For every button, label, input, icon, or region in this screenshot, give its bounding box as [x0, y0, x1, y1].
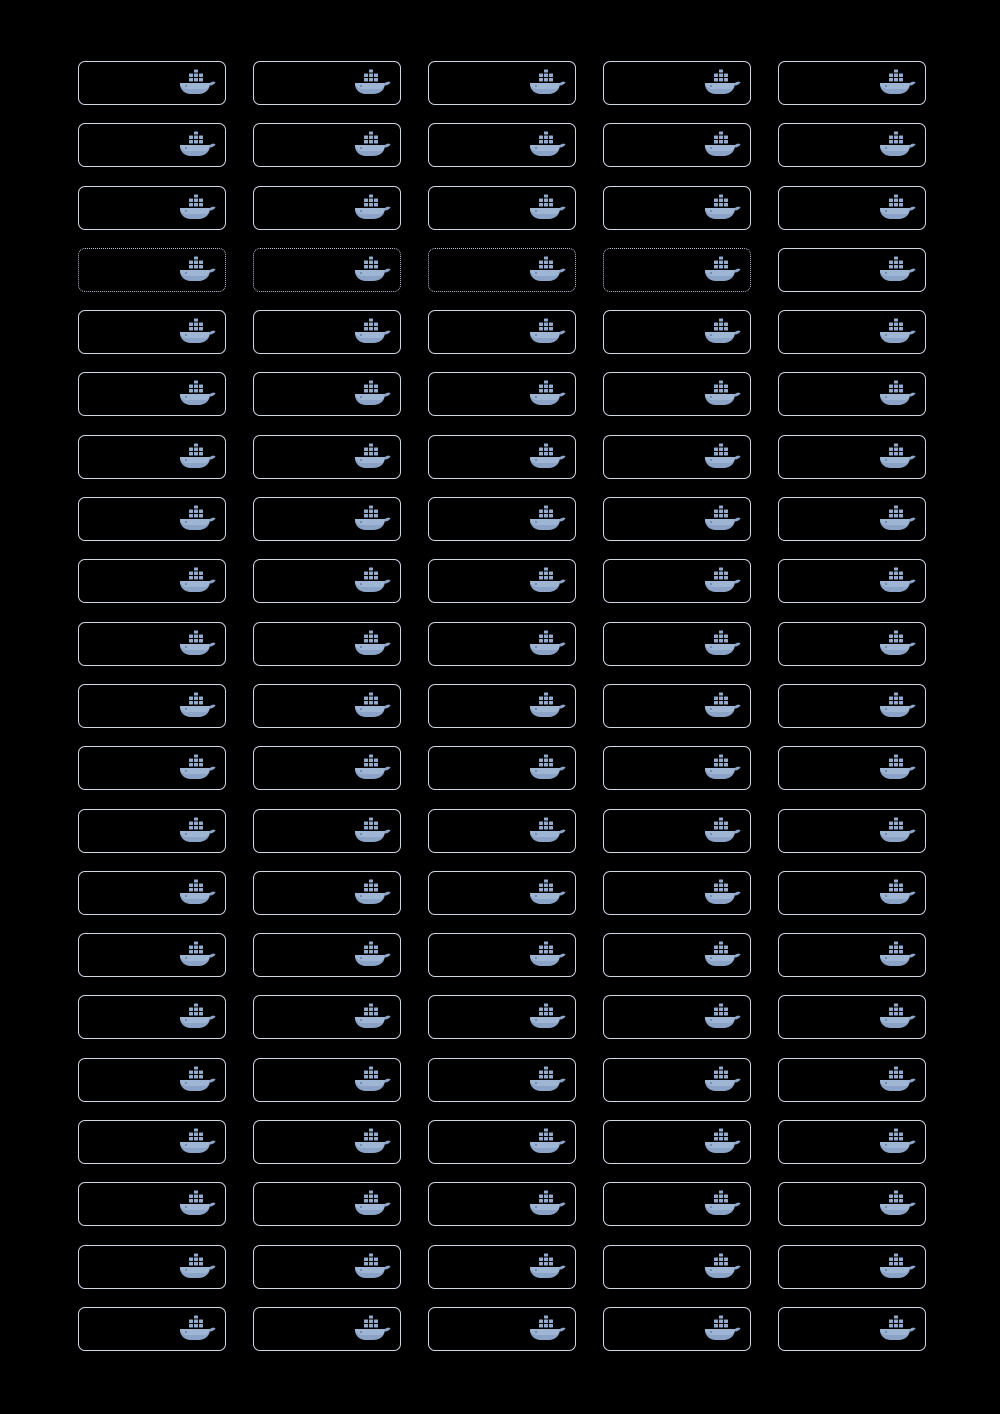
label-cell[interactable]: [603, 248, 751, 292]
label-cell[interactable]: [428, 559, 576, 603]
label-cell[interactable]: [778, 497, 926, 541]
label-cell[interactable]: [428, 435, 576, 479]
label-cell[interactable]: [428, 1182, 576, 1226]
label-cell[interactable]: [603, 809, 751, 853]
label-cell[interactable]: [428, 497, 576, 541]
label-cell[interactable]: [428, 1058, 576, 1102]
label-cell[interactable]: [778, 186, 926, 230]
label-cell[interactable]: [603, 1245, 751, 1289]
label-cell[interactable]: [428, 1245, 576, 1289]
label-cell[interactable]: [778, 61, 926, 105]
label-cell[interactable]: [78, 933, 226, 977]
label-cell[interactable]: [428, 933, 576, 977]
label-cell[interactable]: [603, 1182, 751, 1226]
label-cell[interactable]: [778, 1245, 926, 1289]
label-cell[interactable]: [428, 871, 576, 915]
label-cell[interactable]: [78, 497, 226, 541]
label-cell[interactable]: [778, 1058, 926, 1102]
label-cell[interactable]: [253, 559, 401, 603]
label-cell[interactable]: [78, 310, 226, 354]
label-cell[interactable]: [778, 310, 926, 354]
label-cell[interactable]: [603, 186, 751, 230]
label-cell[interactable]: [253, 746, 401, 790]
label-cell[interactable]: [78, 1120, 226, 1164]
label-cell[interactable]: [778, 123, 926, 167]
label-cell[interactable]: [253, 622, 401, 666]
label-cell[interactable]: [778, 435, 926, 479]
label-cell[interactable]: [253, 248, 401, 292]
label-cell[interactable]: [778, 248, 926, 292]
label-cell[interactable]: [78, 871, 226, 915]
label-cell[interactable]: [253, 1307, 401, 1351]
label-cell[interactable]: [603, 61, 751, 105]
label-cell[interactable]: [253, 1058, 401, 1102]
label-cell[interactable]: [428, 248, 576, 292]
label-cell[interactable]: [253, 1120, 401, 1164]
label-cell[interactable]: [603, 871, 751, 915]
label-grid: [78, 61, 926, 1351]
label-cell[interactable]: [78, 1182, 226, 1226]
label-cell[interactable]: [78, 372, 226, 416]
label-cell[interactable]: [778, 372, 926, 416]
label-cell[interactable]: [253, 435, 401, 479]
label-cell[interactable]: [78, 995, 226, 1039]
label-cell[interactable]: [78, 622, 226, 666]
label-cell[interactable]: [78, 1307, 226, 1351]
label-cell[interactable]: [778, 1182, 926, 1226]
label-cell[interactable]: [778, 684, 926, 728]
label-cell[interactable]: [428, 1307, 576, 1351]
label-cell[interactable]: [78, 248, 226, 292]
label-cell[interactable]: [778, 622, 926, 666]
label-cell[interactable]: [253, 310, 401, 354]
label-cell[interactable]: [78, 61, 226, 105]
label-cell[interactable]: [778, 559, 926, 603]
label-cell[interactable]: [253, 61, 401, 105]
label-cell[interactable]: [78, 435, 226, 479]
label-cell[interactable]: [603, 1120, 751, 1164]
label-cell[interactable]: [253, 809, 401, 853]
label-cell[interactable]: [428, 123, 576, 167]
label-cell[interactable]: [428, 186, 576, 230]
label-cell[interactable]: [603, 123, 751, 167]
label-cell[interactable]: [253, 372, 401, 416]
label-cell[interactable]: [603, 372, 751, 416]
label-cell[interactable]: [428, 995, 576, 1039]
label-cell[interactable]: [253, 995, 401, 1039]
label-cell[interactable]: [778, 1307, 926, 1351]
label-cell[interactable]: [253, 123, 401, 167]
label-cell[interactable]: [428, 809, 576, 853]
label-cell[interactable]: [603, 622, 751, 666]
label-cell[interactable]: [428, 622, 576, 666]
label-cell[interactable]: [78, 809, 226, 853]
label-cell[interactable]: [78, 559, 226, 603]
label-cell[interactable]: [253, 1245, 401, 1289]
label-cell[interactable]: [253, 1182, 401, 1226]
label-cell[interactable]: [778, 1120, 926, 1164]
label-cell[interactable]: [603, 435, 751, 479]
label-cell[interactable]: [253, 933, 401, 977]
label-cell[interactable]: [253, 186, 401, 230]
label-cell[interactable]: [603, 310, 751, 354]
label-cell[interactable]: [253, 497, 401, 541]
label-cell[interactable]: [603, 684, 751, 728]
label-cell[interactable]: [253, 684, 401, 728]
label-cell[interactable]: [428, 684, 576, 728]
label-cell[interactable]: [428, 746, 576, 790]
label-cell[interactable]: [78, 1058, 226, 1102]
label-cell[interactable]: [603, 933, 751, 977]
label-cell[interactable]: [778, 746, 926, 790]
label-cell[interactable]: [428, 1120, 576, 1164]
label-cell[interactable]: [253, 871, 401, 915]
label-cell[interactable]: [78, 123, 226, 167]
label-cell[interactable]: [603, 559, 751, 603]
label-cell[interactable]: [778, 809, 926, 853]
label-cell[interactable]: [603, 1307, 751, 1351]
label-cell[interactable]: [603, 497, 751, 541]
label-cell[interactable]: [603, 995, 751, 1039]
label-cell[interactable]: [78, 186, 226, 230]
label-cell[interactable]: [428, 372, 576, 416]
label-cell[interactable]: [428, 61, 576, 105]
label-cell[interactable]: [778, 871, 926, 915]
label-cell[interactable]: [78, 1245, 226, 1289]
label-cell[interactable]: [428, 310, 576, 354]
label-cell[interactable]: [778, 995, 926, 1039]
label-cell[interactable]: [603, 1058, 751, 1102]
label-cell[interactable]: [78, 746, 226, 790]
label-cell[interactable]: [778, 933, 926, 977]
label-cell[interactable]: [78, 684, 226, 728]
label-cell[interactable]: [603, 746, 751, 790]
